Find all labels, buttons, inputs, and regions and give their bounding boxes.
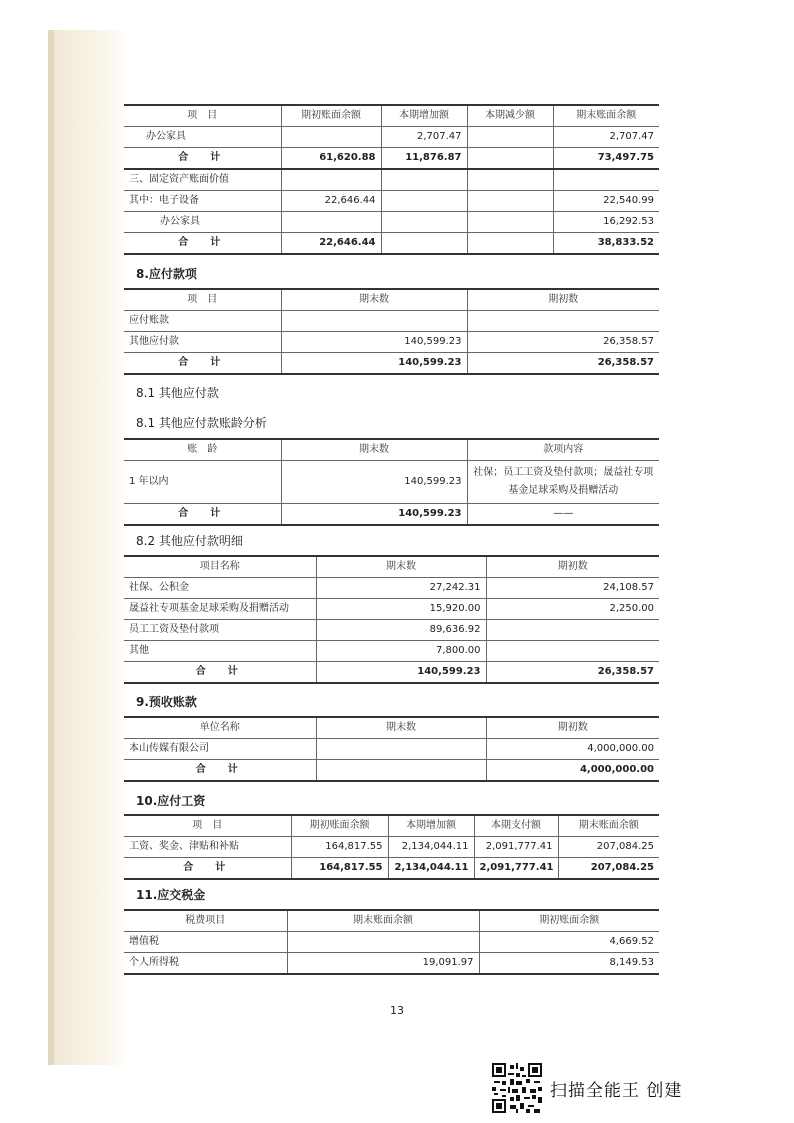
cell-value: 22,646.44 bbox=[281, 191, 381, 212]
section-heading: 10.应付工资 bbox=[136, 794, 206, 808]
other-payables-detail-table bbox=[124, 555, 659, 684]
cell-value bbox=[467, 233, 553, 255]
row-label: 其他应付款 bbox=[124, 332, 281, 353]
table-row bbox=[124, 953, 659, 975]
header-cell: 本期支付额 bbox=[474, 815, 558, 837]
total-row bbox=[124, 760, 659, 782]
header-cell: 期初数 bbox=[486, 556, 659, 578]
header-cell: 期末数 bbox=[316, 556, 486, 578]
row-label: 办公家具 bbox=[124, 212, 281, 233]
row-label: 办公家具 bbox=[124, 127, 281, 148]
cell-value: 4,000,000.00 bbox=[486, 760, 659, 782]
header-cell: 本期增加额 bbox=[381, 105, 467, 127]
cell-value bbox=[381, 169, 467, 191]
row-label: 晟益社专项基金足球采购及捐赠活动 bbox=[124, 599, 316, 620]
cell-value: 4,000,000.00 bbox=[486, 739, 659, 760]
header-cell: 本期增加额 bbox=[388, 815, 474, 837]
table-header-row bbox=[124, 717, 659, 739]
cell-value bbox=[486, 620, 659, 641]
cell-value bbox=[281, 212, 381, 233]
cell-value bbox=[467, 148, 553, 170]
watermark-text: 扫描全能王 创建 bbox=[550, 1080, 683, 1101]
row-label: 社保、公积金 bbox=[124, 578, 316, 599]
section-heading: 9.预收账款 bbox=[136, 695, 197, 709]
table-row bbox=[124, 212, 659, 233]
cell-value: 19,091.97 bbox=[287, 953, 479, 975]
row-label: 合 计 bbox=[124, 504, 281, 526]
table-row bbox=[124, 169, 659, 191]
cell-value bbox=[281, 169, 381, 191]
cell-value: 207,084.25 bbox=[558, 858, 659, 880]
subsection-heading: 8.1 其他应付款账龄分析 bbox=[136, 416, 267, 430]
cell-value: 24,108.57 bbox=[486, 578, 659, 599]
cell-value bbox=[381, 233, 467, 255]
cell-value: 140,599.23 bbox=[281, 461, 467, 504]
header-cell: 税费项目 bbox=[124, 910, 287, 932]
header-cell: 款项内容 bbox=[467, 439, 659, 461]
taxes-payable-table bbox=[124, 909, 659, 975]
header-cell: 期末账面余额 bbox=[558, 815, 659, 837]
cell-value bbox=[381, 191, 467, 212]
cell-value: 8,149.53 bbox=[479, 953, 659, 975]
row-label: 合 计 bbox=[124, 233, 281, 255]
total-row bbox=[124, 504, 659, 526]
table-header-row bbox=[124, 439, 659, 461]
cell-value bbox=[467, 311, 659, 332]
header-cell: 期末账面余额 bbox=[287, 910, 479, 932]
table-row bbox=[124, 578, 659, 599]
cell-value: 164,817.55 bbox=[291, 858, 388, 880]
header-cell: 单位名称 bbox=[124, 717, 316, 739]
header-cell: 期初数 bbox=[486, 717, 659, 739]
total-row bbox=[124, 353, 659, 375]
table-row bbox=[124, 641, 659, 662]
cell-value: 26,358.57 bbox=[486, 662, 659, 684]
row-label: 增值税 bbox=[124, 932, 287, 953]
cell-value: 207,084.25 bbox=[558, 837, 659, 858]
cell-value: 社保；员工工资及垫付款项；晟益社专项基金足球采购及捐赠活动 bbox=[467, 461, 659, 504]
cell-value bbox=[553, 169, 659, 191]
cell-value bbox=[281, 311, 467, 332]
row-label: 三、固定资产账面价值 bbox=[124, 169, 281, 191]
section-heading: 11.应交税金 bbox=[136, 888, 206, 902]
advance-receipts-table bbox=[124, 716, 659, 782]
cell-value: 2,707.47 bbox=[553, 127, 659, 148]
cell-value bbox=[281, 127, 381, 148]
header-cell: 项 目 bbox=[124, 815, 291, 837]
row-label: 1 年以内 bbox=[124, 461, 281, 504]
cell-value bbox=[467, 212, 553, 233]
table-header-row bbox=[124, 556, 659, 578]
table-header-row bbox=[124, 910, 659, 932]
cell-value: 140,599.23 bbox=[316, 662, 486, 684]
cell-value: 2,091,777.41 bbox=[474, 837, 558, 858]
cell-value: —— bbox=[467, 504, 659, 526]
table-row bbox=[124, 932, 659, 953]
row-label: 合 计 bbox=[124, 662, 316, 684]
total-row bbox=[124, 233, 659, 255]
fixed-assets-table bbox=[124, 104, 659, 255]
cell-value: 2,250.00 bbox=[486, 599, 659, 620]
row-label: 工资、奖金、津贴和补贴 bbox=[124, 837, 291, 858]
total-row bbox=[124, 662, 659, 684]
table-row bbox=[124, 837, 659, 858]
cell-value: 15,920.00 bbox=[316, 599, 486, 620]
header-cell: 项目名称 bbox=[124, 556, 316, 578]
row-label: 其中：电子设备 bbox=[124, 191, 281, 212]
cell-value bbox=[467, 191, 553, 212]
cell-value: 22,646.44 bbox=[281, 233, 381, 255]
row-label: 应付账款 bbox=[124, 311, 281, 332]
cell-value: 140,599.23 bbox=[281, 353, 467, 375]
scanner-watermark bbox=[492, 1062, 682, 1114]
cell-value: 164,817.55 bbox=[291, 837, 388, 858]
row-label: 个人所得税 bbox=[124, 953, 287, 975]
cell-value: 16,292.53 bbox=[553, 212, 659, 233]
cell-value: 26,358.57 bbox=[467, 353, 659, 375]
table-row bbox=[124, 620, 659, 641]
cell-value: 27,242.31 bbox=[316, 578, 486, 599]
cell-value bbox=[467, 127, 553, 148]
table-header-row bbox=[124, 289, 659, 311]
header-cell: 期初账面余额 bbox=[291, 815, 388, 837]
row-label: 合 计 bbox=[124, 760, 316, 782]
cell-value bbox=[381, 212, 467, 233]
cell-value bbox=[316, 760, 486, 782]
cell-value bbox=[486, 641, 659, 662]
cell-value: 2,707.47 bbox=[381, 127, 467, 148]
header-cell: 期初账面余额 bbox=[479, 910, 659, 932]
header-cell: 期末数 bbox=[281, 439, 467, 461]
header-cell: 期初账面余额 bbox=[281, 105, 381, 127]
row-label: 合 计 bbox=[124, 148, 281, 170]
cell-value: 7,800.00 bbox=[316, 641, 486, 662]
aging-table bbox=[124, 438, 659, 526]
header-cell: 项 目 bbox=[124, 289, 281, 311]
header-cell: 期末数 bbox=[281, 289, 467, 311]
cell-value bbox=[316, 739, 486, 760]
row-label: 本山传媒有限公司 bbox=[124, 739, 316, 760]
cell-value bbox=[467, 169, 553, 191]
cell-value: 61,620.88 bbox=[281, 148, 381, 170]
cell-value: 73,497.75 bbox=[553, 148, 659, 170]
section-heading: 8.应付款项 bbox=[136, 267, 197, 281]
table-header-row bbox=[124, 815, 659, 837]
row-label: 合 计 bbox=[124, 353, 281, 375]
total-row bbox=[124, 148, 659, 170]
table-row bbox=[124, 127, 659, 148]
cell-value: 2,091,777.41 bbox=[474, 858, 558, 880]
cell-value: 2,134,044.11 bbox=[388, 858, 474, 880]
header-cell: 期末数 bbox=[316, 717, 486, 739]
row-label: 其他 bbox=[124, 641, 316, 662]
payables-table bbox=[124, 288, 659, 375]
row-label: 员工工资及垫付款项 bbox=[124, 620, 316, 641]
cell-value: 89,636.92 bbox=[316, 620, 486, 641]
cell-value: 140,599.23 bbox=[281, 332, 467, 353]
table-row bbox=[124, 599, 659, 620]
cell-value: 4,669.52 bbox=[479, 932, 659, 953]
total-row bbox=[124, 858, 659, 880]
header-cell: 项 目 bbox=[124, 105, 281, 127]
qr-code-icon bbox=[492, 1063, 542, 1113]
header-cell: 期末账面余额 bbox=[553, 105, 659, 127]
section-heading: 8.1 其他应付款 bbox=[136, 386, 219, 400]
table-row bbox=[124, 332, 659, 353]
table-row bbox=[124, 311, 659, 332]
header-cell: 账 龄 bbox=[124, 439, 281, 461]
table-row bbox=[124, 461, 659, 504]
row-label: 合 计 bbox=[124, 858, 291, 880]
cell-value: 2,134,044.11 bbox=[388, 837, 474, 858]
page-number: 13 bbox=[390, 1004, 404, 1017]
table-header-row bbox=[124, 105, 659, 127]
table-row bbox=[124, 191, 659, 212]
cell-value bbox=[287, 932, 479, 953]
cell-value: 38,833.52 bbox=[553, 233, 659, 255]
cell-value: 140,599.23 bbox=[281, 504, 467, 526]
section-heading: 8.2 其他应付款明细 bbox=[136, 534, 243, 548]
table-row bbox=[124, 739, 659, 760]
header-cell: 本期减少额 bbox=[467, 105, 553, 127]
cell-value: 26,358.57 bbox=[467, 332, 659, 353]
wages-payable-table bbox=[124, 814, 659, 880]
cell-value: 11,876.87 bbox=[381, 148, 467, 170]
cell-value: 22,540.99 bbox=[553, 191, 659, 212]
header-cell: 期初数 bbox=[467, 289, 659, 311]
